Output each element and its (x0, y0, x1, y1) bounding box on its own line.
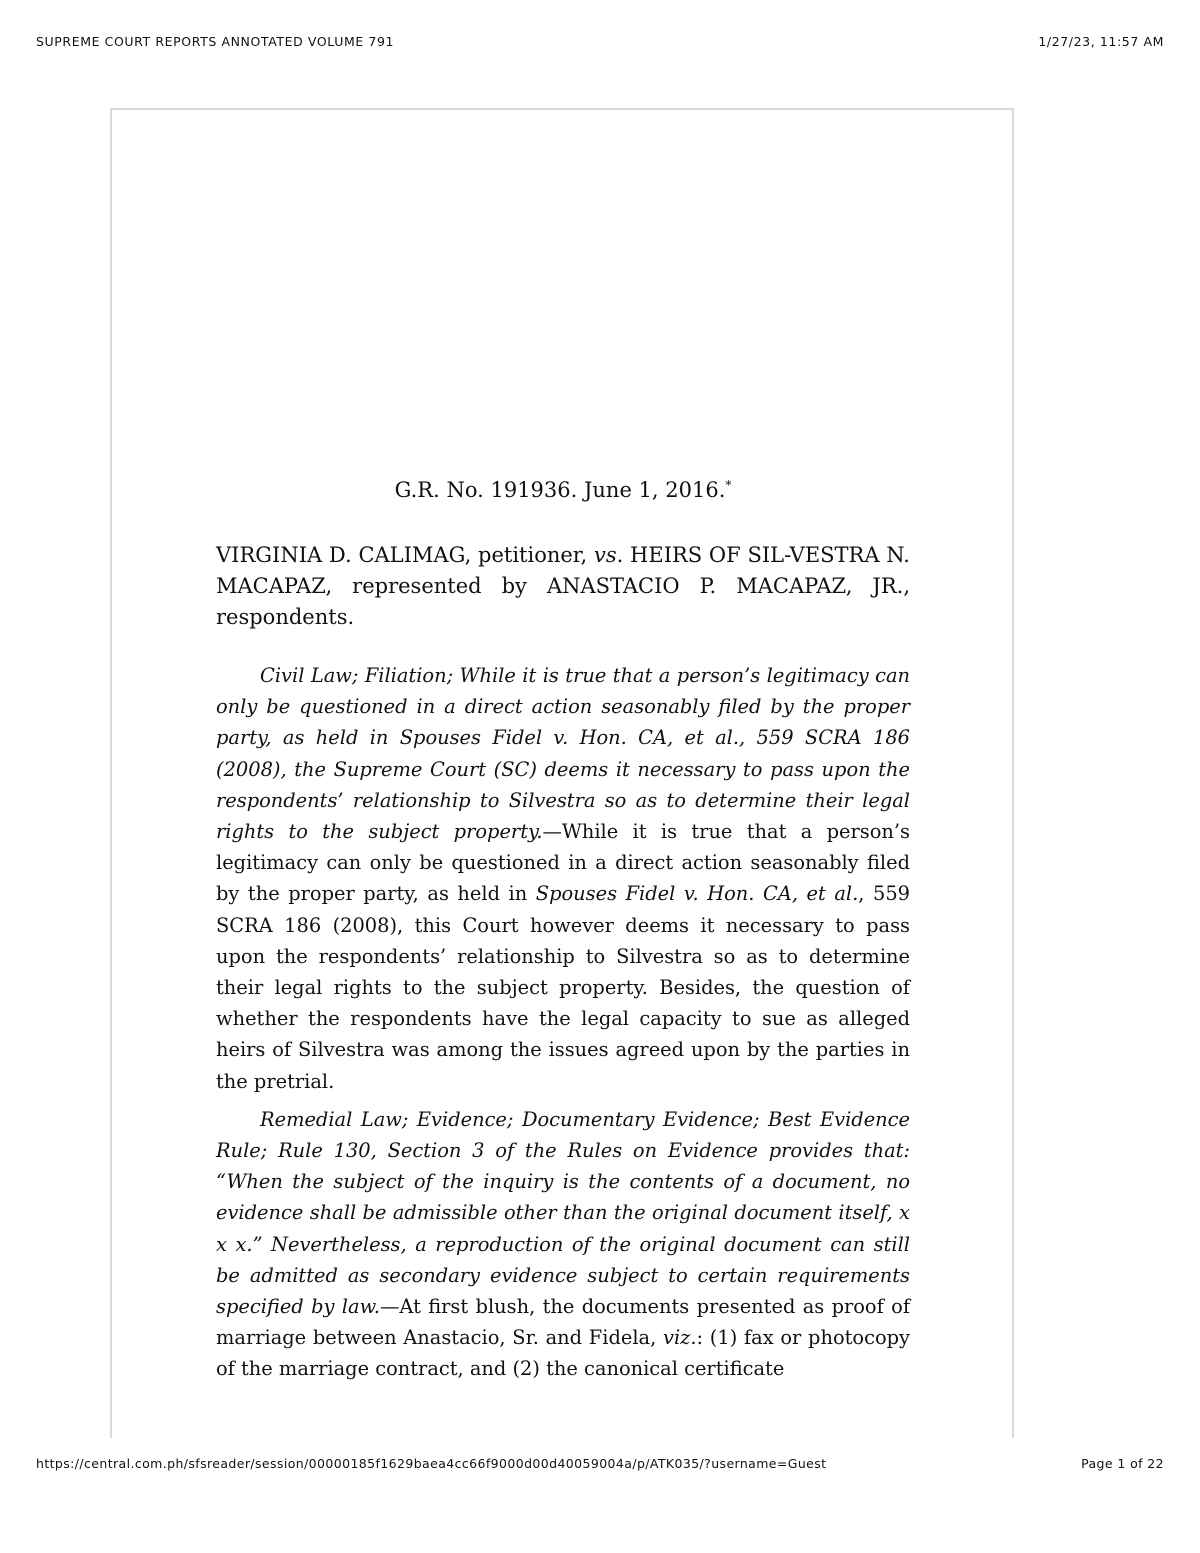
syllabus-paragraph-2 (216, 1104, 910, 1385)
footnote-marker[interactable]: * (725, 478, 732, 492)
petitioner-text: VIRGINIA D. CALIMAG, petitioner, (216, 543, 588, 567)
syllabus-2-viz: viz. (662, 1326, 697, 1350)
print-header-datetime: 1/27/23, 11:57 AM (1038, 34, 1164, 49)
syllabus-paragraph-1 (216, 660, 910, 1097)
case-parties (216, 540, 910, 633)
syllabus-1-body-part-2: , 559 SCRA 186 (2008), this Court however deems it necessary to pass upon the respondents’ relationship to Silvestra so as to determine their legal rights to the subject property. Besides, the question of whether the respondents have the legal capacity to sue as alleged heirs of Silvestra was among the issues agreed upon by the parties in the pretrial. (216, 882, 910, 1093)
respondents-text: HEIRS OF SIL-VESTRA N. MACAPAZ, represented by ANASTACIO P. MACAPAZ, JR., respondents. (216, 543, 910, 629)
versus-text: vs. (593, 543, 624, 567)
print-header (36, 34, 1164, 52)
syllabus-2-body-part-1: —At first blush, the documents presented as proof of marriage between Anastacio, Sr. and Fidela, (216, 1295, 910, 1350)
syllabus-1-citation: Spouses Fidel v. Hon. CA, et al. (535, 882, 859, 906)
page-indicator: Page 1 of 22 (1081, 1456, 1164, 1471)
print-footer (36, 1456, 1164, 1474)
document-content (216, 474, 910, 1385)
syllabus-2-body-part-2: : (1) fax or photocopy of the marriage contract, and (2) the canonical certificate (216, 1326, 910, 1381)
source-url: https://central.com.ph/sfsreader/session/00000185f1629baea4cc66f9000d00d40059004a/p/ATK035/?username=Guest (36, 1456, 827, 1471)
case-number (216, 474, 910, 506)
case-number-text: G.R. No. 191936. June 1, 2016. (394, 478, 726, 502)
print-header-title: SUPREME COURT REPORTS ANNOTATED VOLUME 791 (36, 34, 395, 49)
syllabus-1-body-part-1: —While it is true that a person’s legitimacy can only be questioned in a direct action seasonably filed by the proper party, as held in (216, 820, 910, 906)
syllabus-1-headnote: Civil Law; Filiation; While it is true that a person’s legitimacy can only be questioned in a direct action seasonably filed by the proper party, as held in Spouses Fidel v. Hon. CA, et al., 559 SCRA 186 (2008), the Supreme Court (SC) deems it necessary to pass upon the respondents’ relationship to Silvestra so as to determine their legal rights to the subject property. (216, 664, 910, 844)
syllabus-2-headnote: Remedial Law; Evidence; Documentary Evidence; Best Evidence Rule; Rule 130, Section 3 of the Rules on Evidence provides that: “When the subject of the inquiry is the contents of a document, no evidence shall be admissible other than the original document itself, x x x.” Nevertheless, a reproduction of the original document can still be admitted as secondary evidence subject to certain requirements specified by law. (216, 1107, 910, 1319)
